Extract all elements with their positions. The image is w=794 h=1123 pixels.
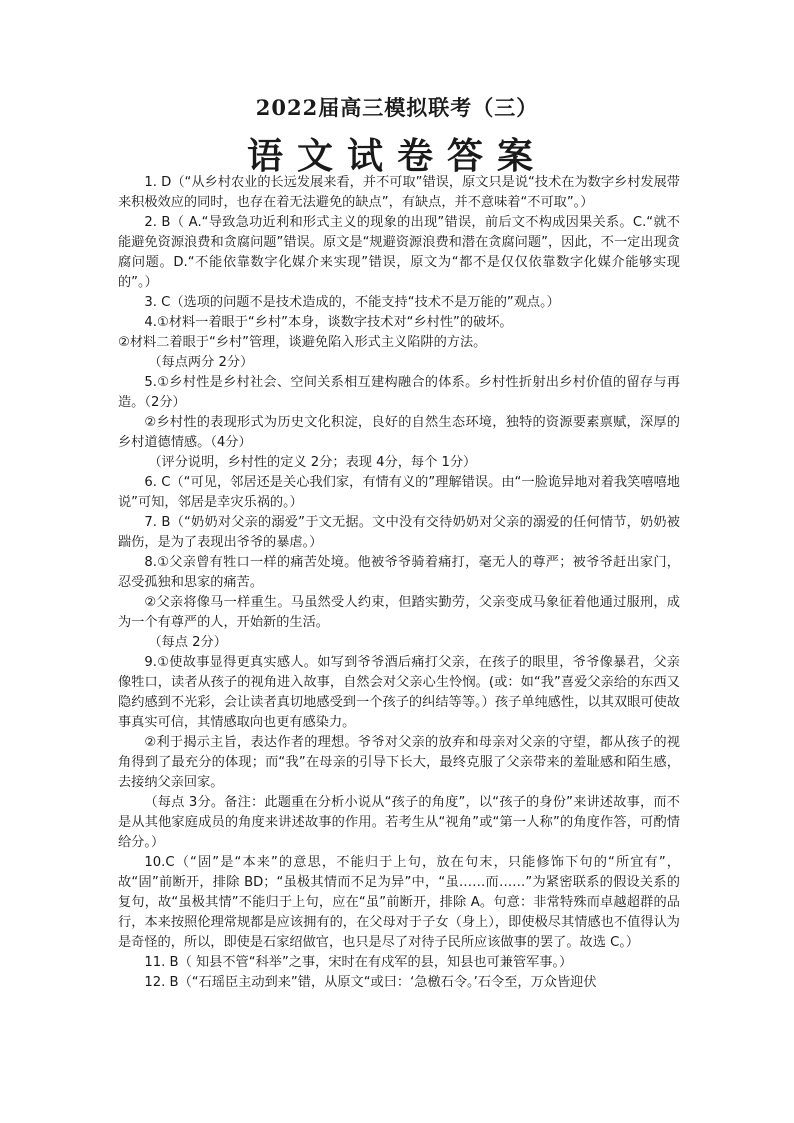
answer-1: 1. D（“从乡村农业的长远发展来看，并不可取”错误，原文只是说“技术在为数字乡村发展带来积极效应的同时，也存在着无法避免的缺点”，有缺点，并不意味着“不可取”。） — [118, 175, 680, 210]
answer-4-point-2: ②材料二着眼于“乡村”管理，谈避免陷入形式主义陷阱的方法。 — [118, 335, 487, 350]
answer-sheet-heading: 语文试卷答案 — [246, 135, 547, 177]
answer-9-point-2: ②利于揭示主旨，表达作者的理想。爷爷对父亲的放弃和母亲对父亲的守望，都从孩子的视角得到了最充分的体现；而“我”在母亲的引导下长大，最终克服了父亲带来的羞耻感和陌生感，去接纳父亲回家。 — [118, 735, 680, 790]
answer-5-scoring-note: （评分说明，乡村性的定义 2分；表现 4分，每个 1分） — [148, 455, 477, 470]
answer-12: 12. B（“石瑶臣主动到来”错，从原文“或曰：‘急檄石令。’石令至，万众皆迎伏 — [144, 975, 597, 990]
answer-4-scoring-note: （每点两分 2分） — [148, 355, 254, 370]
answer-6: 6. C（“可见，邻居还是关心我们家，有情有义的”理解错误。由“一脸诡异地对着我笑嘻嘻地说”可知，邻居是幸灾乐祸的。） — [118, 475, 680, 510]
answer-10: 10.C（“固”是“本来”的意思，不能归于上句，放在句末，只能修饰下句的“所宜有”，故“固”前断开，排除 BD；“虽极其情而不足为异”中，“虽……而……”为紧密联系的假设关系的复句，故“虽极其情”不能归于上句，应在“虽”前断开，排除 A。句意：非常特殊而卓越超群的品行，本来按照伦理常规都是应该拥有的，在父母对于子女（身上），即使极尽其情感也不值得认为是奇怪的，所以，即使是石家绍做官，也只是尽了对待子民所应该做事的罢了。故选 C。） — [118, 855, 680, 950]
answer-8-point-1: 8.①父亲曾有牲口一样的痛苦处境。他被爷爷骑着痛打，毫无人的尊严；被爷爷赶出家门，忍受孤独和思家的痛苦。 — [118, 555, 680, 590]
answer-11: 11. B（ 知县不管“科举”之事，宋时在有戍军的县，知县也可兼管军事。） — [144, 955, 573, 970]
answer-body — [118, 173, 680, 993]
answer-4-point-1: 4.①材料一着眼于“乡村”本身，谈数字技术对“乡村性”的破坏。 — [144, 315, 513, 330]
answer-8-scoring-note: （每点 2分） — [148, 635, 227, 650]
answer-7: 7. B（“奶奶对父亲的溺爱”于文无据。文中没有交待奶奶对父亲的溺爱的任何情节，奶奶被踹伤，是为了表现出爷爷的暴虐。） — [118, 515, 680, 550]
answer-3: 3. C（选项的问题不是技术造成的，不能支持“技术不是万能的”观点。） — [144, 295, 560, 310]
answer-9-scoring-note: （每点 3分。备注：此题重在分析小说从“孩子的角度”，以“孩子的身份”来讲述故事，而不是从其他家庭成员的角度来讲述故事的作用。若考生从“视角”或“第一人称”的角度作答，可酌情给分。） — [118, 795, 680, 850]
exam-title: 2022届高三模拟联考（三） — [255, 95, 539, 120]
answer-5-point-1: 5.①乡村性是乡村社会、空间关系相互建构融合的体系。乡村性折射出乡村价值的留存与再造。（2分） — [118, 375, 680, 410]
answer-9-point-1: 9.①使故事显得更真实感人。如写到爷爷酒后痛打父亲，在孩子的眼里，爷爷像暴君，父亲像牲口，读者从孩子的视角进入故事，自然会对父亲心生怜悯。(或：如“我”喜爱父亲给的东西又隐约感到不光彩，会让读者真切地感受到一个孩子的纠结等等。）孩子单纯感性，以其双眼可使故事真实可信，其情感取向也更有感染力。 — [118, 655, 680, 730]
answer-5-point-2: ②乡村性的表现形式为历史文化积淀，良好的自然生态环境，独特的资源要素禀赋，深厚的乡村道德情感。（4分） — [118, 415, 680, 450]
answer-2: 2. B（ A.“导致急功近利和形式主义的现象的出现”错误，前后文不构成因果关系。C.“就不能避免资源浪费和贪腐问题”错误。原文是“规避资源浪费和潜在贪腐问题”，因此，不一定出现贪腐问题。D.“不能依靠数字化媒介来实现”错误，原文为“都不是仅仅依靠数字化媒介能够实现的”。） — [118, 215, 680, 290]
answer-8-point-2: ②父亲将像马一样重生。马虽然受人约束，但踏实勤劳，父亲变成马象征着他通过服刑，成为一个有尊严的人，开始新的生活。 — [118, 595, 680, 630]
